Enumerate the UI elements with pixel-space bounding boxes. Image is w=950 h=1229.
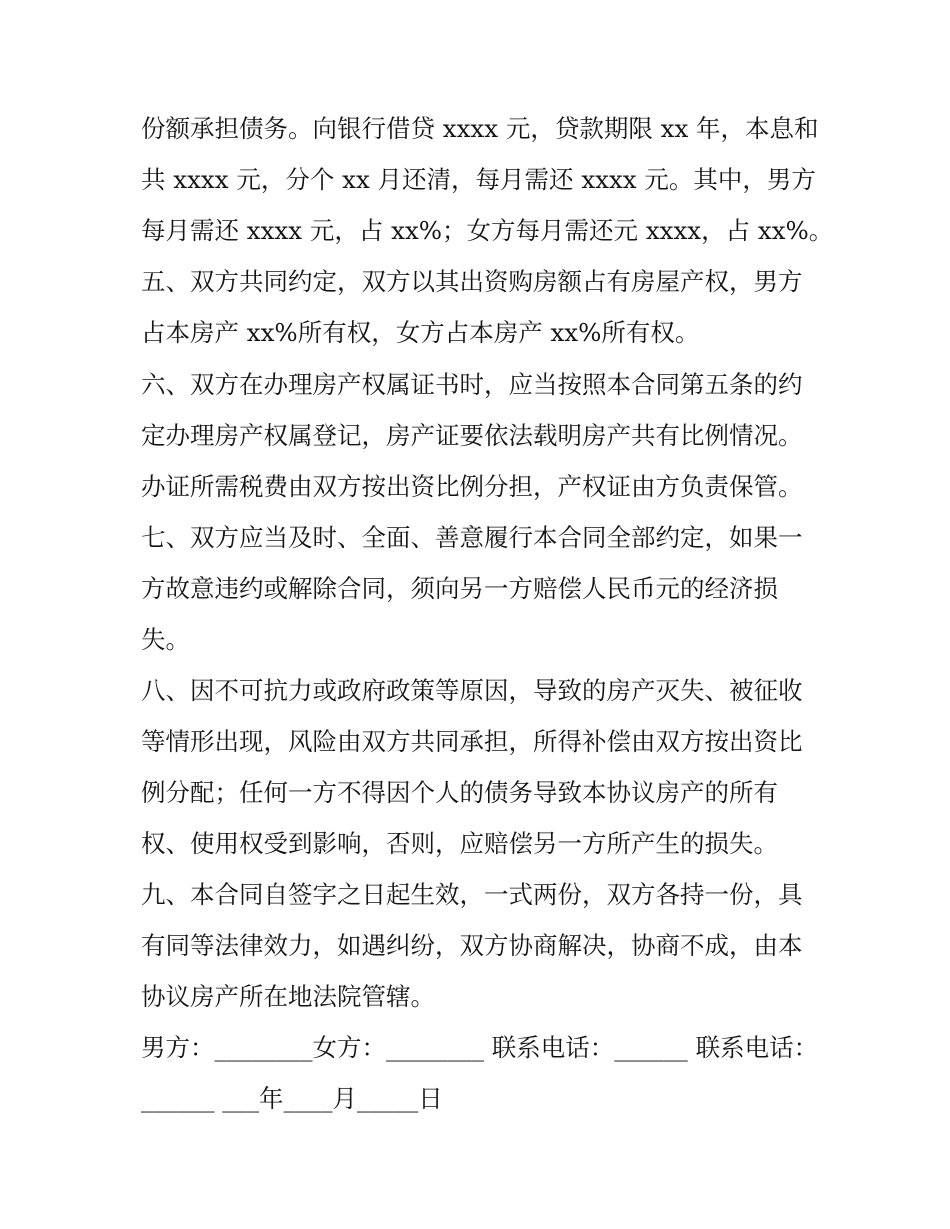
clause-9-line-3: 协议房产所在地法院管辖。 [141, 982, 435, 1011]
clause-8-line-4: 权、使用权受到影响，否则，应赔偿另一方所产生的损失。 [141, 829, 778, 858]
clause-8-line-3: 例分配；任何一方不得因个人的债务导致本协议房产的所有 [141, 778, 778, 807]
clause-7-line-2: 方故意违约或解除合同，须向另一方赔偿人民币元的经济损 [141, 574, 778, 603]
clause-5-line-1: 五、双方共同约定，双方以其出资购房额占有房屋产权，男方 [141, 267, 803, 296]
clause-6-line-1: 六、双方在办理房产权属证书时，应当按照本合同第五条的约 [141, 370, 803, 399]
clause-7-line-3: 失。 [141, 625, 190, 654]
clause-6-line-2: 定办理房产权属登记，房产证要依法载明房产共有比例情况。 [141, 421, 803, 450]
clause-8-line-2: 等情形出现，风险由双方共同承担，所得补偿由双方按出资比 [141, 727, 803, 756]
clause-8-line-1: 八、因不可抗力或政府政策等原因，导致的房产灭失、被征收 [141, 676, 803, 705]
clause-9-line-1: 九、本合同自签字之日起生效，一式两份，双方各持一份，具 [141, 880, 803, 909]
clause-7-line-1: 七、双方应当及时、全面、善意履行本合同全部约定，如果一 [141, 523, 803, 552]
text-line-2: 共 xxxx 元，分个 xx 月还清，每月需还 xxxx 元。其中，男方 [141, 165, 816, 194]
text-line-3: 每月需还 xxxx 元，占 xx%；女方每月需还元 xxxx，占 xx%。 [141, 216, 834, 245]
clause-6-line-3: 办证所需税费由双方按出资比例分担，产权证由方负责保管。 [141, 472, 803, 501]
clause-5-line-2: 占本房产 xx%所有权，女方占本房产 xx%所有权。 [141, 318, 700, 347]
text-line-1: 份额承担债务。向银行借贷 xxxx 元，贷款期限 xx 年，本息和 [141, 114, 819, 143]
clause-9-line-2: 有同等法律效力，如遇纠纷，双方协商解决，协商不成，由本 [141, 931, 803, 960]
signature-line: 男方：________女方：________ 联系电话：______ 联系电话： [141, 1033, 819, 1062]
date-line: ______ ___年____月_____日 [141, 1084, 443, 1113]
